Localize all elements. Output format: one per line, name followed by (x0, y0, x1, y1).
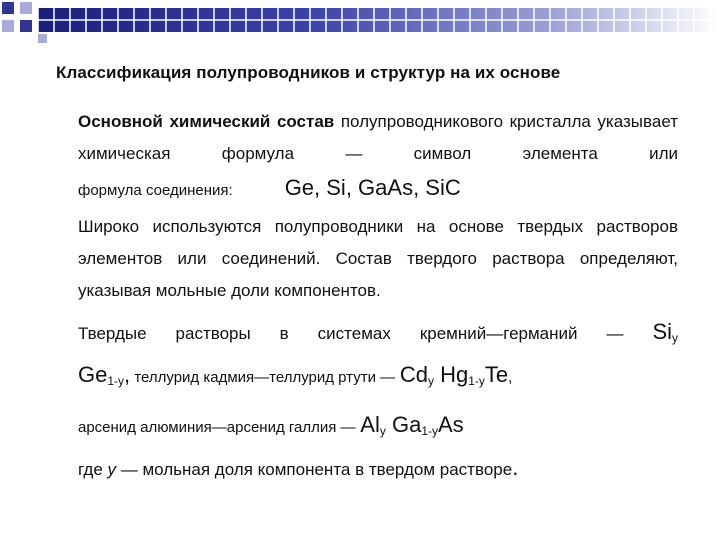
paragraph-composition (78, 106, 678, 170)
paragraph-mole-fraction: где y — мольная доля компонента в твердом растворе. (78, 455, 519, 480)
variable-y: y (107, 460, 117, 479)
deco-square-3 (2, 20, 14, 32)
paragraph-solid-solutions: Широко используются полупроводники на основе твердых растворов элементов или соединений. Состав твердого раствора определяют, указывая мольные доли компонентов. (78, 217, 678, 300)
formula-si: $Si_y$ (652, 319, 678, 345)
slide-title: Классификация полупроводников и структур на их основе (56, 63, 561, 82)
paragraph-systems-line2: $Ge_{1-y}$, теллурид кадмия—теллурид ртути — $Cd_y$ $Hg_{1-y}Te$, (78, 362, 513, 388)
slide-body (78, 106, 678, 485)
paragraph-systems (78, 317, 678, 353)
deco-square-4 (20, 20, 32, 32)
cd-hg-label: теллурид кадмия—теллурид ртути — (130, 369, 396, 386)
formula-ge: $Ge_{1-y}$, (78, 362, 131, 388)
deco-square-2 (20, 2, 32, 14)
para1-formula-label: формула соединения: (78, 182, 233, 199)
systems-lead: Твердые растворы в системах кремний—германий — (78, 324, 624, 343)
formula-list: Ge, Si, GaAs, SiC (284, 175, 461, 200)
formula-algaas: $Al_y$ $Ga_{1-y}As$ (360, 412, 464, 438)
deco-square-1 (2, 2, 14, 14)
header-grid-pattern (38, 8, 720, 32)
deco-square-5 (38, 34, 47, 43)
al-ga-label: арсенид алюминия—арсенид галлия — (78, 419, 356, 436)
bold-lead: Основной химический состав (78, 112, 335, 131)
formula-cdhgte: $Cd_y$ $Hg_{1-y}Te$ (399, 362, 509, 388)
paragraph-systems-line3 (78, 403, 678, 453)
paragraph-formula-line (78, 172, 678, 207)
para1-text: полупроводникового кристалла указывает химическая формула — символ элемента или (78, 112, 678, 163)
